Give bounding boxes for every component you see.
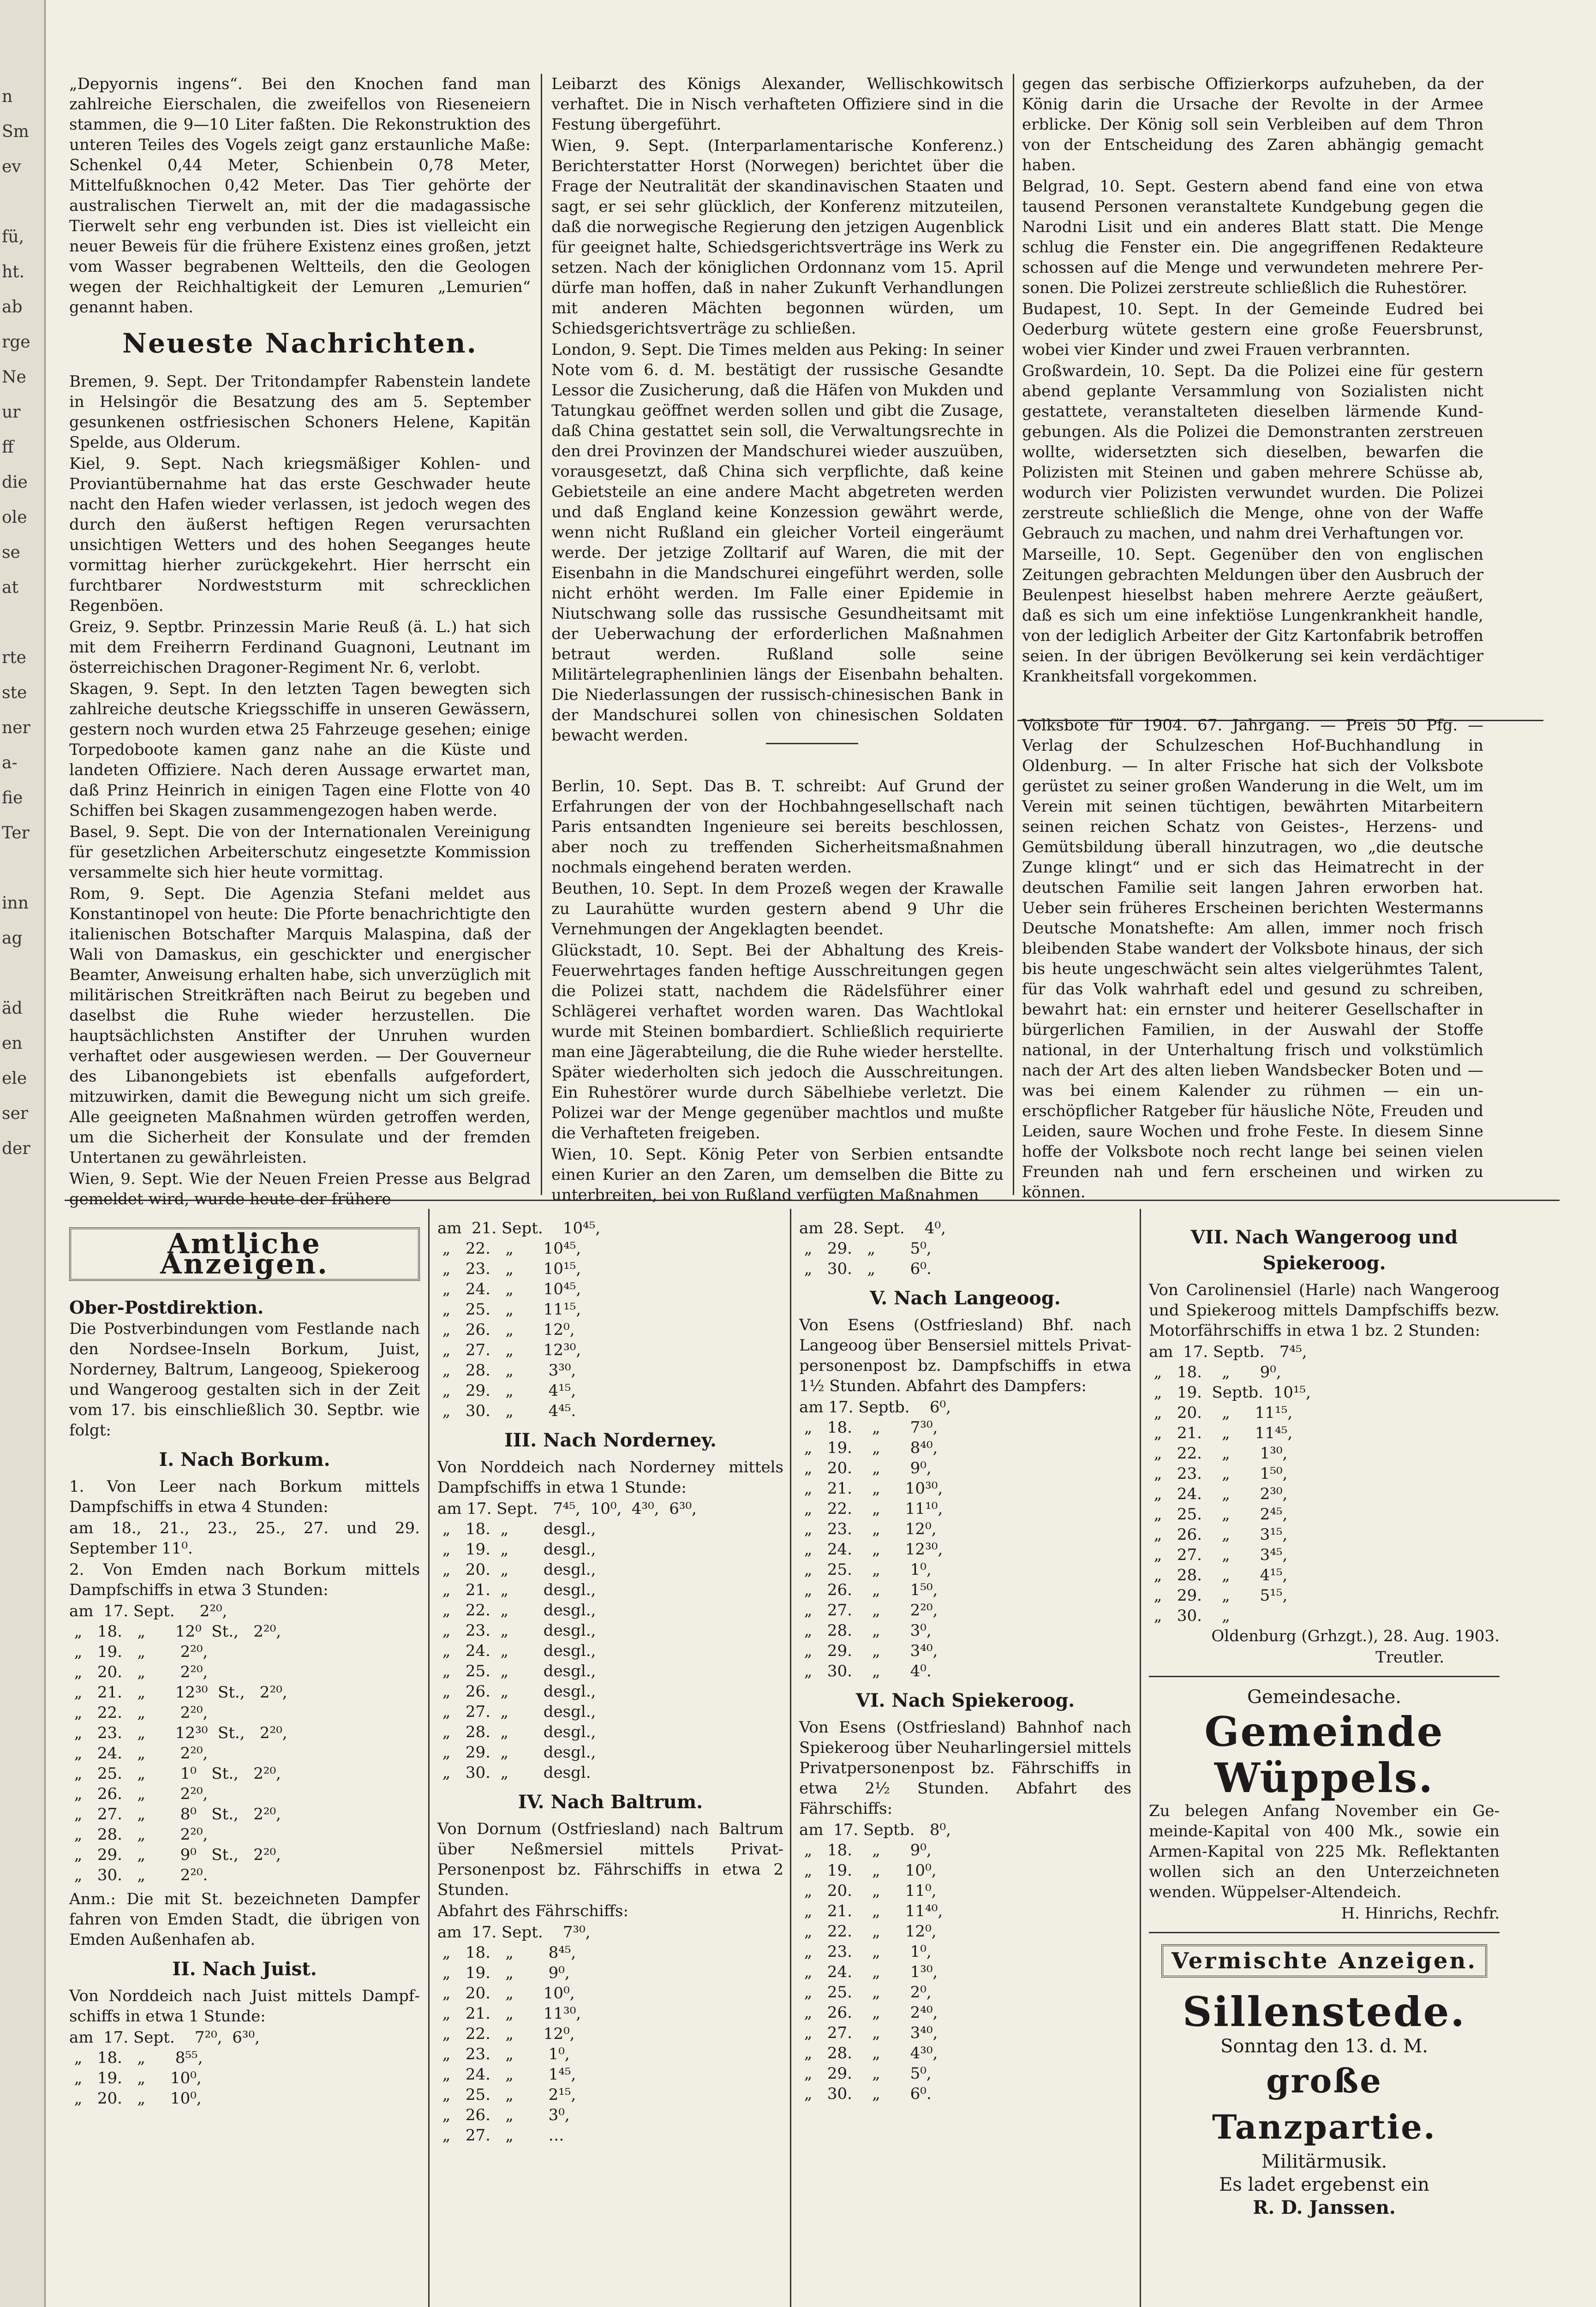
schedule-row: „ 22. „ 1³⁰, xyxy=(1149,1444,1288,1463)
column-6 xyxy=(799,1218,1131,2307)
schedule-row: „ 21. „ 12³⁰ St., 2²⁰, xyxy=(69,1683,287,1702)
ad-signature: R. D. Janssen. xyxy=(1253,2197,1396,2218)
schedule-row: „ 18. „ 7³⁰, xyxy=(799,1418,938,1437)
schedule-table xyxy=(69,2027,420,2109)
schedule-row: „ 27. „ … xyxy=(437,2126,564,2145)
margin-fragment: ser xyxy=(2,1104,28,1123)
schedule-row: „ 27. „ desgl., xyxy=(437,1703,596,1721)
margin-fragment: inn xyxy=(2,894,29,913)
route-title: VI. Nach Spiekeroog. xyxy=(855,1690,1075,1711)
schedule-row: „ 27. „ 2²⁰, xyxy=(799,1601,938,1620)
schedule-table xyxy=(437,1922,783,2146)
news-item: gegen das serbische Offizierkorps aufzuheben, da der König darin die Ursache der Revolte in der Armee erblicke. Der König soll sein Verbleiben auf dem Thron von der Entscheidung des Zaren abhängig gemacht haben. xyxy=(1022,75,1483,174)
schedule-row: „ 24. „ 10⁴⁵, xyxy=(437,1280,581,1298)
subheading: Ober-Postdirektion. xyxy=(69,1297,264,1318)
column-1 xyxy=(69,74,531,1208)
schedule-row: „ 24. „ 2²⁰, xyxy=(69,1744,208,1763)
margin-fragment: die xyxy=(2,473,28,492)
margin-fragment: Ne xyxy=(2,368,26,387)
margin-fragment: Ter xyxy=(2,824,30,843)
ad-text: Militärmusik. xyxy=(1261,2151,1387,2172)
schedule-row: „ 25. „ 2⁰, xyxy=(799,1983,932,2002)
news-item: Glückstadt, 10. Sept. Bei der Abhaltung des Kreis-Feuerwehrtages fanden heftige Ausschreitungen gegen die Polizei statt, nachdem die Rädelsführer einer Schlägerei verhaftet worden waren. Das Wachtlokal wurde mit Steinen bombardiert. Schließlich requirierte man eine Jägerabteilung, die die Ruhe wieder herstellte. Später wiederholten sich jedoch die Ausschreitungen. Ein Ruhestörer wurde durch Säbelhiebe verletzt. Die Polizei war der Menge gegenüber machtlos und mußte die Verhafteten freigeben. xyxy=(551,941,1004,1142)
schedule-row: „ 25. „ 2⁴⁵, xyxy=(1149,1505,1288,1524)
schedule-row: „ 30. „ xyxy=(1149,1607,1230,1625)
column-rule xyxy=(1140,1209,1141,2307)
schedule-row: „ 29. „ 5¹⁵, xyxy=(1149,1586,1288,1605)
schedule-row: „ 27. „ 3⁴⁰, xyxy=(799,2024,938,2042)
ad-text: Sonntag den 13. d. M. xyxy=(1220,2036,1429,2057)
schedule-row: „ 22. „ 10⁴⁵, xyxy=(437,1239,581,1258)
route-text: Von Norddeich nach Norderney mittels Dampfschiffs in etwa 1 Stunde: xyxy=(437,1458,783,1497)
schedule-row: „ 28. „ 4¹⁵, xyxy=(1149,1566,1288,1584)
schedule-row: „ 30. „ 2²⁰. xyxy=(69,1866,208,1884)
signoff-date: Oldenburg (Grhzgt.), 28. Aug. 1903. xyxy=(1211,1627,1500,1645)
route-title: I. Nach Borkum. xyxy=(159,1449,330,1470)
schedule-row: „ 22. „ desgl., xyxy=(437,1601,596,1620)
schedule-row: am 17. Septb. 6⁰, xyxy=(799,1398,951,1416)
schedule-row: „ 27. „ 3⁴⁵, xyxy=(1149,1546,1288,1564)
schedule-row: „ 22. „ 2²⁰, xyxy=(69,1703,208,1722)
schedule-row: „ 29. „ desgl., xyxy=(437,1743,596,1762)
margin-fragment: ste xyxy=(2,683,27,702)
schedule-row: „ 19. „ desgl., xyxy=(437,1540,596,1559)
schedule-row: „ 29. „ 3⁴⁰, xyxy=(799,1642,938,1660)
schedule-row: „ 20. „ 11⁰, xyxy=(799,1882,937,1900)
schedule-row: „ 26. „ desgl., xyxy=(437,1682,596,1701)
schedule-row: „ 23. „ desgl., xyxy=(437,1621,596,1640)
ad-category: Gemeindesache. xyxy=(1247,1686,1401,1708)
schedule-row: „ 21. „ desgl., xyxy=(437,1581,596,1599)
schedule-row: „ 28. „ 3³⁰, xyxy=(437,1361,576,1380)
route-note: Anm.: Die mit St. bezeichneten Dampfer fahren von Emden Stadt, die übrigen von Emden Außenhafen ab. xyxy=(69,1890,420,1949)
schedule-row: „ 27. „ 12³⁰, xyxy=(437,1341,581,1359)
margin-fragment: ff xyxy=(2,438,14,457)
volksbote-notice: Volksbote für 1904. 67. Jahrgang. — Preis 50 Pfg. — Verlag der Schulzeschen Hof-Buchhandlung in Oldenburg. — In alter Frische hat sich der Volksbote gerüstet zu seiner großen Wanderung in die Welt, um im Verein mit seinen tüchtigen, bewährten Mitarbeitern seinen reichen Schatz von Geistes-, Herzens- und Gemütsbildung überall hinzutragen, wo „die deutsche Zunge klingt“ und er sich das Heimatrecht in der deutschen Familie seit langen Jahren erworben hat. Ueber sein früheres Erscheinen berichten Westermanns Deutsche Monatshefte: Am allen, immer noch frisch bleibenden Stabe wandert der Volksbote hinaus, der sich bis heute ungeschwächt sein altes vielgerühmtes Talent, für das Volk wahrhaft edel und gesund zu schreiben, bewahrt hat: ein ernster und heiterer Gesellschafter in bürgerlichen Familien, in der Auswahl der Stoffe national, in der Unterhaltung frisch und volkstümlich nach der Art des alten lieben Wandsbecker Boten und — was bei einem Kalender zu rühmen — ein unerschöpflicher Ratgeber für häusliche Nöte, Freuden und Leiden, saure Wochen und frohe Feste. In diesem Sinne hoffe der Volksbote noch recht lange bei seinen vielen Freunden nah und fern erscheinen und wirken zu können. xyxy=(1022,716,1483,1201)
ad-divider xyxy=(1149,1932,1500,1933)
schedule-row: „ 22. „ 12⁰, xyxy=(799,1922,937,1941)
schedule-row: „ 18. „ desgl., xyxy=(437,1520,596,1538)
schedule-row: „ 28. „ desgl., xyxy=(437,1723,596,1741)
schedule-row: „ 30. „ 6⁰. xyxy=(799,2085,932,2103)
route-title: II. Nach Juist. xyxy=(172,1958,317,1980)
schedule-row: „ 25. „ 1⁰ St., 2²⁰, xyxy=(69,1764,281,1783)
schedule-row: „ 29. „ 5⁰, xyxy=(799,1239,932,1258)
margin-fragment: rge xyxy=(2,333,30,352)
schedule-row: „ 23. „ 12³⁰ St., 2²⁰, xyxy=(69,1724,287,1742)
margin-fragment: rte xyxy=(2,648,26,667)
schedule-row: „ 24. „ 1⁴⁵, xyxy=(437,2065,576,2084)
notice-text: Die Postverbindungen vom Festlande nach den Nordsee-Inseln Borkum, Juist, Norderney, Baltrum, Langeoog, Spiekeroog und Wangeroog gestalten sich in der Zeit vom 17. bis einschließlich 30. Septbr. wie folgt: xyxy=(69,1320,420,1440)
news-item: Wien, 10. Sept. König Peter von Serbien entsandte einen Kurier an den Zaren, um demselben die Bitte zu unterbreiten, bei von Rußland verfügten Maßnahmen xyxy=(551,1145,1004,1204)
schedule-row: „ 18. „ 9⁰, xyxy=(1149,1363,1281,1381)
news-item: Budapest, 10. Sept. In der Gemeinde Eudred bei Oederburg wütete gestern eine große Feuersbrunst, wobei vier Kinder und zwei Frauen verbrannten. xyxy=(1022,300,1483,359)
news-item: Wien, 9. Sept. Wie der Neuen Freien Presse aus Belgrad gemeldet wird, wurde heute der frühere xyxy=(69,1170,531,1208)
neighbor-page-edge xyxy=(0,0,46,2307)
route-text: am 18., 21., 23., 25., 27. und 29. September 11⁰. xyxy=(69,1519,420,1558)
schedule-row: am 17. Sept. 7²⁰, 6³⁰, xyxy=(69,2028,260,2047)
route-text: Abfahrt des Fährschiffs: xyxy=(437,1902,628,1920)
column-4 xyxy=(69,1218,420,2307)
column-rule xyxy=(541,74,542,1195)
margin-fragment: ev xyxy=(2,157,21,176)
news-item: Marseille, 10. Sept. Gegenüber den von englischen Zeitungen gebrachten Meldungen über den Ausbruch der Beulenpest hieselbst haben mehrere Aerzte geäußert, daß es sich um eine infektiöse Lungenkrankheit handle, von der lediglich Arbeiter der Gitz Kartonfabrik betroffen seien. In der übrigen Bevölkerung sei kein verdächtiger Krankheitsfall vorgekommen. xyxy=(1022,545,1483,686)
schedule-row: „ 19. „ 9⁰, xyxy=(437,1964,570,1982)
route-title: III. Nach Norderney. xyxy=(504,1429,717,1451)
schedule-row: „ 21. „ 11⁴⁰, xyxy=(799,1902,943,1920)
column-rule xyxy=(790,1209,791,2307)
schedule-row: „ 26. „ 12⁰, xyxy=(437,1321,575,1339)
route-text: Von Esens (Ostfriesland) Bahnhof nach Spiekeroog über Neuharlingersiel mittels Privatpersonenpost bz. Fährschiffs in etwa 2½ Stunden. Abfahrt des Fährschiffs: xyxy=(799,1718,1131,1818)
schedule-row: „ 25. „ 1⁰, xyxy=(799,1560,932,1579)
schedule-row: am 21. Sept. 10⁴⁵, xyxy=(437,1219,601,1237)
route-text: 2. Von Emden nach Borkum mittels Dampfschiffs in etwa 3 Stunden: xyxy=(69,1560,420,1599)
news-item: Kiel, 9. Sept. Nach kriegsmäßiger Kohlen- und Proviantübernahme hat das erste Geschwader heute nacht den Hafen wieder verlassen, ist jedoch wegen des durch den äußerst heftigen Regen verursachten unsichtigen Wetters und des hohen Seeganges heute vormittag hierher zurückgekehrt. Hier herrscht ein furchtbarer Nordweststurm mit schrecklichen Regenböen. xyxy=(69,454,531,615)
margin-fragment: ur xyxy=(2,403,21,422)
route-text: Von Dornum (Ostfriesland) nach Baltrum über Neßmersiel mittels PrivatPersonenpost bz. Fährschiffs in etwa 2 Stunden. xyxy=(437,1820,783,1899)
schedule-row: „ 22. „ 11¹⁰, xyxy=(799,1500,943,1518)
ad-signature: H. Hinrichs, Rechfr. xyxy=(1341,1904,1500,1923)
news-item: Rom, 9. Sept. Die Agenzia Stefani meldet aus Konstantinopel von heute: Die Pforte benachrichtigte den italienischen Botschafter Marquis Malaspina, daß der Wali von Damaskus, ein geschickter und energischer Beamter, Anweisung erhalten habe, sich unverzüglich mit militärischen Streitkräften nach Beirut zu begeben und daselbst die Ruhe wieder herzustellen. Die hauptsächlichsten Anstifter der Unruhen wurden verhaftet oder ausgewiesen werden. — Der Gouverneur des Libanongebiets ist ebenfalls aufgefordert, mitzuwirken, damit die Bewegung nicht um sich greife. Alle geeigneten Maßnahmen würden getroffen werden, um die Sicherheit der Konsulate und der fremden Untertanen zu gewährleisten. xyxy=(69,885,531,1167)
schedule-row: am 28. Sept. 4⁰, xyxy=(799,1219,946,1237)
schedule-row: „ 30. „ 4⁴⁵. xyxy=(437,1402,576,1420)
schedule-row: „ 24. „ 2³⁰, xyxy=(1149,1485,1288,1503)
schedule-row: am 17. Sept. 2²⁰, xyxy=(69,1602,227,1620)
margin-fragment: ab xyxy=(2,298,23,317)
column-3 xyxy=(1022,74,1483,1201)
article-text: „Depyornis ingens“. Bei den Knochen fand man zahlreiche Eierschalen, die zweifellos von Rieseneiern stammen, die 9—10 Liter faßten. Die Rekonstruktion des unteren Teiles des Vogels zeigt ganz erstaunliche Maße: Schenkel 0,44 Meter, Schienbein 0,78 Meter, Mittelfußknochen 0,42 Meter. Das Tier gehörte der australischen Tierwelt an, mit der die madagassische Tierwelt sehr eng verbunden ist. Dies ist vielleicht ein neuer Beweis für die frühere Existenz eines großen, jetzt vom Wasser begrabenen Weltteils, den die Geologen wegen der Reichhaltigkeit der Lemuren „Lemurien“ genannt haben. xyxy=(69,75,531,317)
schedule-row: „ 28. „ 4³⁰, xyxy=(799,2044,938,2062)
margin-fragment: se xyxy=(2,543,20,562)
schedule-row: „ 24. „ 12³⁰, xyxy=(799,1540,943,1559)
column-2 xyxy=(551,74,1004,1204)
news-item: Belgrad, 10. Sept. Gestern abend fand eine von etwa tausend Personen veranstaltete Kundgebung gegen die Narodni Lisit und ein anderes Blatt statt. Die Menge schlug die Fenster ein. Die angegriffenen Redakteure schossen auf die Menge und verwundeten mehrere Personen. Die Polizei zerstreute schließlich die Ruhestörer. xyxy=(1022,177,1483,297)
schedule-table xyxy=(799,1218,1131,1279)
news-item: Berlin, 10. Sept. Das B. T. schreibt: Auf Grund der Erfahrungen der von der Hochbahngesellschaft nach Paris entsandten Ingenieure sei bereits beschlossen, aber noch zu treffenden Sicherheitsmaßnahmen nochmals eingehend beraten werden. xyxy=(551,777,1004,877)
schedule-row: „ 20. „ 2²⁰, xyxy=(69,1663,208,1681)
margin-fragment: ag xyxy=(2,929,23,948)
news-item: Beuthen, 10. Sept. In dem Prozeß wegen der Krawalle zu Laurahütte wurden gestern abend 9 Uhr die Vernehmungen der Angeklagten beendet. xyxy=(551,879,1004,938)
schedule-row: „ 22. „ 12⁰, xyxy=(437,2025,575,2043)
margin-fragment: ele xyxy=(2,1069,27,1088)
schedule-row: „ 19. „ 8⁴⁰, xyxy=(799,1439,938,1457)
ad-divider xyxy=(1149,1676,1500,1677)
route-title: V. Nach Langeoog. xyxy=(870,1287,1061,1309)
schedule-row: „ 24. „ desgl., xyxy=(437,1642,596,1660)
margin-fragment: Sm xyxy=(2,122,29,141)
schedule-table xyxy=(799,1820,1131,2104)
margin-fragment: ht. xyxy=(2,263,25,281)
schedule-table xyxy=(1149,1342,1500,1626)
schedule-row: „ 25. „ 2¹⁵, xyxy=(437,2086,576,2104)
ad-text: Es ladet ergebenst ein xyxy=(1219,2174,1429,2195)
ad-event: große Tanzpartie. xyxy=(1212,2061,1436,2146)
schedule-row: „ 18. „ 8⁴⁵, xyxy=(437,1943,576,1962)
schedule-row: „ 19. Septb. 10¹⁵, xyxy=(1149,1383,1311,1402)
route-text: Von Esens (Ostfriesland) Bhf. nach Langeoog über Bensersiel mittels Privatpersonenpost bz. Dampfschiffs in etwa 1½ Stunden. Abfahrt des Dampfers: xyxy=(799,1316,1131,1395)
schedule-row: „ 30. „ 6⁰. xyxy=(799,1260,932,1278)
amtliche-heading: Amtliche Anzeigen. xyxy=(69,1227,420,1281)
schedule-table xyxy=(69,1601,420,1885)
margin-fragment: ner xyxy=(2,718,30,737)
margin-fragment: n xyxy=(2,87,13,106)
schedule-row: „ 19. „ 10⁰, xyxy=(799,1861,937,1880)
schedule-row: „ 29. „ 4¹⁵, xyxy=(437,1381,576,1400)
schedule-table xyxy=(437,1499,783,1783)
schedule-row: „ 19. „ 2²⁰, xyxy=(69,1643,208,1661)
schedule-row: „ 21. „ 11⁴⁵, xyxy=(1149,1424,1293,1442)
margin-fragment: at xyxy=(2,578,18,597)
news-item: Wien, 9. Sept. (Interparlamentarische Konferenz.) Berichterstatter Horst (Norwegen) berichtet über die Frage der Neutralität der skandinavischen Staaten und sagt, er sei sehr glücklich, der Konferenz mitzuteilen, daß die norwegische Regierung den jetzigen Augenblick für geeignet halte, Schiedsgerichtsverträge ins Werk zu setzen. Nach der königlichen Ordonnanz vom 15. April dürfe man hoffen, daß in naher Zukunft Verhandlungen mit anderen Mächten begonnen würden, um Schiedsgerichtsverträge zu schließen. xyxy=(551,137,1004,338)
schedule-row: „ 21. „ 11³⁰, xyxy=(437,2004,581,2023)
margin-fragment: fü, xyxy=(2,227,24,246)
column-7 xyxy=(1149,1218,1500,2307)
schedule-row: am 17. Septb. 7⁴⁵, xyxy=(1149,1343,1307,1361)
schedule-row: „ 28. „ 3⁰, xyxy=(799,1621,932,1640)
ad-title: Gemeinde Wüppels. xyxy=(1204,1708,1444,1802)
margin-fragment: fie xyxy=(2,789,23,807)
schedule-row: „ 26. „ 3⁰, xyxy=(437,2106,570,2124)
schedule-row: „ 28. „ 2²⁰, xyxy=(69,1825,208,1844)
schedule-table xyxy=(437,1218,783,1421)
schedule-row: „ 18. „ 8⁵⁵, xyxy=(69,2049,203,2067)
news-item: Großwardein, 10. Sept. Da die Polizei eine für gestern abend geplante Versammlung von Sozialisten nicht gestattete, veranstalteten dieselben lärmende Kundgebungen. Als die Polizei die Demonstranten zerstreuen wollte, widersetzten sich dieselben, bewarfen die Polizisten mit Steinen und gaben mehrere Schüsse ab, wodurch vier Polizisten verwundet wurden. Die Polizei zerstreute schließlich die Menge, ohne von der Waffe Gebrauch zu machen, und nahm drei Verhaftungen vor. xyxy=(1022,362,1483,543)
margin-fragment: en xyxy=(2,1034,23,1053)
margin-fragment: a- xyxy=(2,753,18,772)
news-item: Greiz, 9. Septbr. Prinzessin Marie Reuß (ä. L.) hat sich mit dem Freiherrn Ferdinand Guagnoni, Leutnant im österreichischen Dragoner-Regiment Nr. 6, verlobt. xyxy=(69,618,531,677)
news-item: Skagen, 9. Sept. In den letzten Tagen bewegten sich zahlreiche deutsche Kriegsschiffe in unseren Gewässern, gestern noch wurden etwa 25 Fahrzeuge gesehen; einige Torpedoboote kamen ganz nahe an die Küste und landeten Offiziere. Nach deren Aussage erwartet man, daß Prinz Heinrich in einigen Tagen eine Flotte von 40 Schiffen bei Skagen zusammengezogen haben werde. xyxy=(69,680,531,820)
schedule-row: „ 23. „ 1⁰, xyxy=(437,2045,570,2063)
schedule-row: „ 23. „ 1⁵⁰, xyxy=(1149,1464,1288,1483)
schedule-row: „ 20. „ 10⁰, xyxy=(69,2089,202,2108)
schedule-row: „ 18. „ 9⁰, xyxy=(799,1841,932,1859)
schedule-row: „ 21. „ 10³⁰, xyxy=(799,1479,943,1498)
schedule-table xyxy=(799,1397,1131,1681)
schedule-row: „ 23. „ 12⁰, xyxy=(799,1520,937,1538)
news-item: Basel, 9. Sept. Die von der Internationalen Vereinigung für gesetzlichen Arbeiterschutz eingesetzte Kommission versammelte sich hier heute vormittag. xyxy=(69,823,531,882)
section-heading: Neueste Nachrichten. xyxy=(122,328,478,359)
schedule-row: „ 20. „ 10⁰, xyxy=(437,1984,575,2002)
news-item: Bremen, 9. Sept. Der Tritondampfer Rabenstein landete in Helsingör die Besatzung des am 5. September gesunkenen ostfriesischen Schoners Helene, Kapitän Spelde, aus Olderum. xyxy=(69,372,531,452)
route-text: 1. Von Leer nach Borkum mittels Dampfschiffs in etwa 4 Stunden: xyxy=(69,1477,420,1516)
ad-text: Zu belegen Anfang November ein Gemeinde-Kapital von 400 Mk., sowie ein Armen-Kapital von 225 Mk. Reflektanten wollen sich an den Unterzeichneten wenden. Wüppelser-Altendeich. xyxy=(1149,1802,1500,1901)
route-text: Von Carolinensiel (Harle) nach Wangeroog und Spiekeroog mittels Dampfschiffs bezw. Motorfährschiffs in etwa 1 bz. 2 Stunden: xyxy=(1149,1281,1500,1340)
vermischte-heading: Vermischte Anzeigen. xyxy=(1161,1944,1487,1978)
schedule-row: „ 26. „ 2²⁰, xyxy=(69,1785,208,1803)
margin-fragment: ole xyxy=(2,508,27,527)
schedule-row: „ 19. „ 10⁰, xyxy=(69,2069,202,2087)
schedule-row: „ 20. „ 11¹⁵, xyxy=(1149,1404,1293,1422)
margin-fragment: äd xyxy=(2,999,23,1018)
schedule-row: „ 25. „ desgl., xyxy=(437,1662,596,1680)
schedule-row: „ 18. „ 12⁰ St., 2²⁰, xyxy=(69,1622,281,1641)
schedule-row: „ 24. „ 1³⁰, xyxy=(799,1963,938,1981)
route-text: Von Norddeich nach Juist mittels Dampfschiffs in etwa 1 Stunde: xyxy=(69,1987,420,2026)
schedule-row: am 17. Septb. 8⁰, xyxy=(799,1821,951,1839)
schedule-row: „ 23. „ 10¹⁵, xyxy=(437,1260,581,1278)
schedule-row: „ 26. „ 3¹⁵, xyxy=(1149,1525,1288,1544)
column-rule xyxy=(1013,74,1014,1195)
schedule-row: am 17. Sept. 7³⁰, xyxy=(437,1923,591,1942)
schedule-row: am 17. Sept. 7⁴⁵, 10⁰, 4³⁰, 6³⁰, xyxy=(437,1500,697,1518)
route-title: VII. Nach Wangeroog und Spiekeroog. xyxy=(1190,1226,1458,1274)
ad-title: Sillenstede. xyxy=(1182,1988,1466,2036)
schedule-row: „ 20. „ 9⁰, xyxy=(799,1459,932,1477)
schedule-row: „ 30. „ desgl. xyxy=(437,1763,591,1782)
schedule-row: „ 23. „ 1⁰, xyxy=(799,1942,932,1961)
schedule-row: „ 27. „ 8⁰ St., 2²⁰, xyxy=(69,1805,281,1823)
route-title: IV. Nach Baltrum. xyxy=(518,1791,703,1813)
schedule-row: „ 25. „ 11¹⁵, xyxy=(437,1300,581,1319)
news-item: London, 9. Sept. Die Times melden aus Peking: In seiner Note vom 6. d. M. bestätigt der russische Gesandte Lessor die Zusicherung, daß die Häfen von Mukden und Tatungkau geöffnet werden sollen und gibt die Zusage, daß China gestattet sein soll, die Verwaltungsrechte in den drei Provinzen der Mandschurei wieder auszuüben, vorausgesetzt, daß China sich verpflichte, daß keine Gebietsteile an eine andere Macht abgetreten werden und daß England keine Konzession gewährt werde, wenn nicht Rußland ein gleicher Vorteil eingeräumt werde. Der jetzige Zolltarif auf Waren, die mit der Eisenbahn in die Mandschurei eingeführt werden, solle nicht erhöht werden. Im Falle einer Epidemie in Niutschwang solle das russische Gesundheitsamt mit der Ueberwachung der erforderlichen Maßnahmen betraut werden. Rußland solle seine Militärtelegraphenlinien längs der Eisenbahn behalten. Die Niederlassungen der russisch-chinesischen Bank in der Mandschurei sollen von chinesischen Soldaten bewacht werden. xyxy=(551,341,1004,745)
schedule-row: „ 26. „ 2⁴⁰, xyxy=(799,2003,938,2022)
schedule-row: „ 29. „ 5⁰, xyxy=(799,2064,932,2083)
news-item: Leibarzt des Königs Alexander, Wellischkowitsch verhaftet. Die in Nisch verhafteten Offiziere sind in die Festung übergeführt. xyxy=(551,75,1004,134)
column-5 xyxy=(437,1218,783,2307)
margin-fragment: der xyxy=(2,1139,30,1158)
schedule-row: „ 26. „ 1⁵⁰, xyxy=(799,1581,938,1599)
column-rule xyxy=(428,1209,430,2307)
schedule-row: „ 29. „ 9⁰ St., 2²⁰, xyxy=(69,1846,281,1864)
schedule-row: „ 20. „ desgl., xyxy=(437,1560,596,1579)
signoff-name: Treutler. xyxy=(1375,1648,1444,1667)
schedule-row: „ 30. „ 4⁰. xyxy=(799,1662,932,1680)
